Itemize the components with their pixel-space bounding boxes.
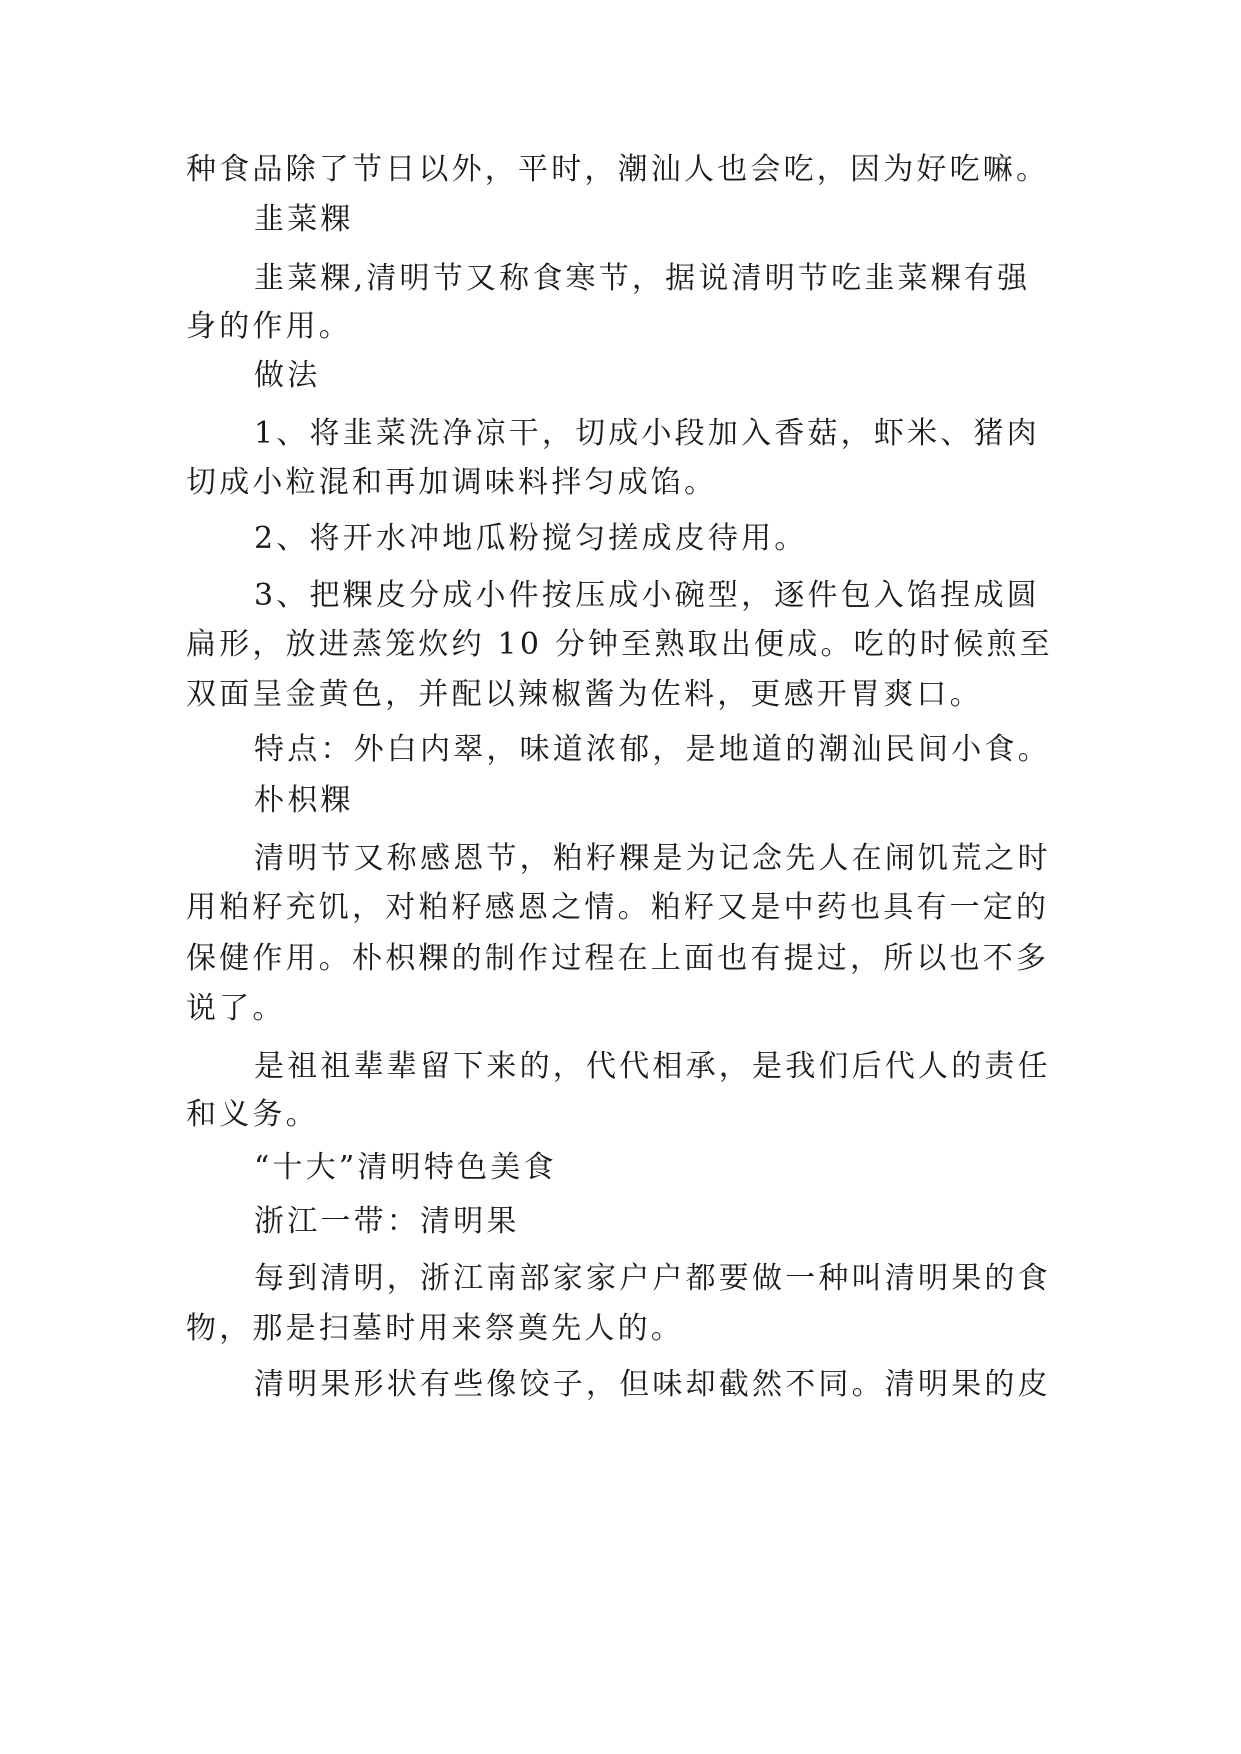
text-line: 清明果形状有些像饺子，但味却截然不同。清明果的皮 bbox=[254, 1367, 1051, 1402]
subheading-method: 做法 bbox=[254, 358, 321, 393]
section-heading-puzhi-guo: 朴枳粿 bbox=[254, 783, 354, 818]
subheading-zhejiang: 浙江一带：清明果 bbox=[254, 1204, 520, 1239]
text-line: 韭菜粿,清明节又称食寒节，据说清明节吃韭菜粿有强 bbox=[254, 261, 1031, 296]
text-line: 切成小粒混和再加调味料拌匀成馅。 bbox=[186, 465, 718, 500]
text-line: 扁形，放进蒸笼炊约 10 分钟至熟取出便成。吃的时候煎至 bbox=[186, 627, 1053, 662]
text-line: 物，那是扫墓时用来祭奠先人的。 bbox=[186, 1311, 684, 1346]
text-line: 每到清明，浙江南部家家户户都要做一种叫清明果的食 bbox=[254, 1261, 1051, 1296]
text-line: 种食品除了节日以外，平时，潮汕人也会吃，因为好吃嘛。 bbox=[186, 152, 1050, 187]
text-line: 说了。 bbox=[186, 991, 286, 1026]
section-heading-top-ten-foods: “十大”清明特色美食 bbox=[254, 1150, 557, 1185]
text-line: 3、把粿皮分成小件按压成小碗型，逐件包入馅捏成圆 bbox=[254, 578, 1040, 613]
text-line: 双面呈金黄色，并配以辣椒酱为佐料，更感开胃爽口。 bbox=[186, 677, 983, 712]
text-line: 特点：外白内翠，味道浓郁，是地道的潮汕民间小食。 bbox=[254, 732, 1051, 767]
text-line: 2、将开水冲地瓜粉搅匀搓成皮待用。 bbox=[254, 521, 808, 556]
text-line: 清明节又称感恩节，粕籽粿是为记念先人在闹饥荒之时 bbox=[254, 841, 1051, 876]
text-line: 用粕籽充饥，对粕籽感恩之情。粕籽又是中药也具有一定的 bbox=[186, 890, 1050, 925]
text-line: 是祖祖辈辈留下来的，代代相承，是我们后代人的责任 bbox=[254, 1049, 1051, 1084]
section-heading-jiucai-guo: 韭菜粿 bbox=[254, 202, 354, 237]
text-line: 1、将韭菜洗净凉干，切成小段加入香菇，虾米、猪肉 bbox=[254, 416, 1040, 451]
text-line: 和义务。 bbox=[186, 1097, 319, 1132]
text-line: 身的作用。 bbox=[186, 309, 352, 344]
text-line: 保健作用。朴枳粿的制作过程在上面也有提过，所以也不多 bbox=[186, 941, 1050, 976]
